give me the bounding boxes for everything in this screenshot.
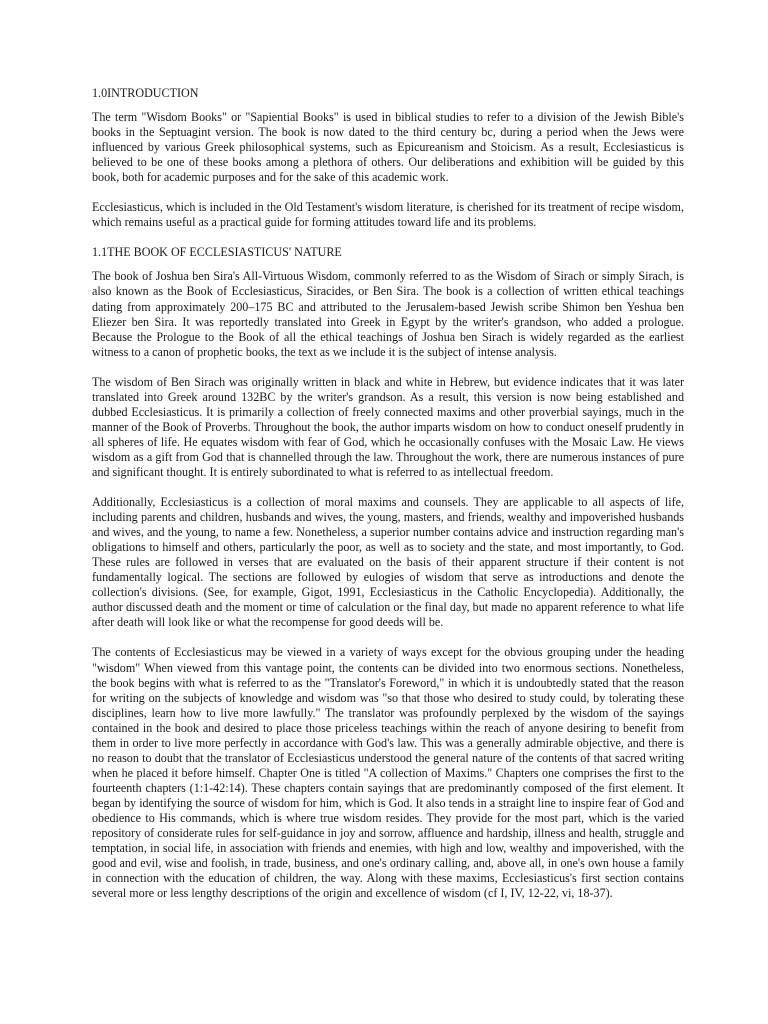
paragraph-nature-1: The book of Joshua ben Sira's All-Virtuous Wisdom, commonly referred to as the Wisdom of Sirach or simply Sirach, is also known as the Book of Ecclesiasticus, Siracides, or Ben Sira. The book is a collection of written ethical teachings dating from approximately 200–175 BC and attributed to the Jerusalem-based Jewish scribe Shimon ben Yeshua ben Eliezer ben Sira. It was reportedly translated into Greek in Egypt by the writer's grandson, who added a prologue. Because the Prologue to the Book of all the ethical teachings of Joshua ben Sirach is widely regarded as the earliest witness to a canon of prophetic books, the text as we include it is the subject of intense analysis. — [92, 269, 684, 359]
heading-book-nature: 1.1THE BOOK OF ECCLESIASTICUS' NATURE — [92, 245, 342, 260]
document-page — [92, 86, 684, 916]
paragraph-nature-3: Additionally, Ecclesiasticus is a collection of moral maxims and counsels. They are applicable to all aspects of life, including parents and children, husbands and wives, the young, masters, and friends, wealthy and impoverished husbands and wives, and the young, to name a few. Nonetheless, a superior number contains advice and instruction regarding man's obligations to himself and others, particularly the poor, as well as to society and the state, and most importantly, to God. These rules are followed in verses that are evaluated on the basis of their apparent structure if their content is not fundamentally logical. The sections are followed by eulogies of wisdom that serve as introductions and denote the collection's divisions. (See, for example, Gigot, 1991, Ecclesiasticus in the Catholic Encyclopedia). Additionally, the author discussed death and the moment or time of calculation or the final day, but made no apparent reference to what life after death will look like or what the recompense for good deeds will be. — [92, 495, 684, 630]
paragraph-intro-1: The term "Wisdom Books" or "Sapiential Books" is used in biblical studies to refer to a division of the Jewish Bible's books in the Septuagint version. The book is now dated to the third century bc, during a period when the Jews were influenced by various Greek philosophical systems, such as Epicureanism and Stoicism. As a result, Ecclesiasticus is believed to be one of these books among a plethora of others. Our deliberations and exhibition will be guided by this book, both for academic purposes and for the sake of this academic work. — [92, 110, 684, 185]
paragraph-nature-4: The contents of Ecclesiasticus may be viewed in a variety of ways except for the obvious grouping under the heading "wisdom" When viewed from this vantage point, the contents can be divided into two enormous sections. Nonetheless, the book begins with what is referred to as the "Translator's Foreword," in which it is undoubtedly stated that the reason for writing on the subjects of knowledge and wisdom was "so that those who desired to study could, by tolerating these disciplines, learn how to live more lawfully." The translator was profoundly perplexed by the wisdom of the sayings contained in the book and desired to place those priceless teachings within the reach of anyone desiring to benefit from them in order to live more perfectly in accordance with God's law. This was a generally admirable objective, and there is no reason to doubt that the translator of Ecclesiasticus understood the general nature of the contents of that sacred writing when he placed it before himself. Chapter One is titled "A collection of Maxims." Chapters one comprises the first to the fourteenth chapters (1:1-42:14). These chapters contain sayings that are predominantly composed of the first element. It began by identifying the source of wisdom for him, which is God. It also tends in a straight line to inspire fear of God and obedience to His commands, which is where true wisdom resides. They provide for the most part, which is the varied repository of considerate rules for self-guidance in joy and sorrow, affluence and hardship, illness and health, struggle and temptation, in social life, in association with friends and enemies, with high and low, wealthy and impoverished, with the good and evil, wise and foolish, in trade, business, and one's ordinary calling, and, above all, in one's own house a family in connection with the education of children, the way. Along with these maxims, Ecclesiasticus's first section contains several more or less lengthy descriptions of the origin and excellence of wisdom (cf I, IV, 12-22, vi, 18-37). — [92, 645, 684, 901]
paragraph-nature-2: The wisdom of Ben Sirach was originally written in black and white in Hebrew, but evidence indicates that it was later translated into Greek around 132BC by the writer's grandson. As a result, this version is now being established and dubbed Ecclesiasticus. It is primarily a collection of freely connected maxims and other proverbial sayings, much in the manner of the Book of Proverbs. Throughout the book, the author imparts wisdom on how to conduct oneself prudently in all spheres of life. He equates wisdom with fear of God, which he occasionally confuses with the Mosaic Law. He views wisdom as a gift from God that is channelled through the law. Throughout the work, there are numerous instances of pure and significant thought. It is entirely subordinated to what is referred to as intellectual freedom. — [92, 374, 684, 479]
paragraph-intro-2: Ecclesiasticus, which is included in the Old Testament's wisdom literature, is cherished for its treatment of recipe wisdom, which remains useful as a practical guide for forming attitudes toward life and its problems. — [92, 200, 684, 230]
heading-introduction: 1.0INTRODUCTION — [92, 86, 199, 100]
